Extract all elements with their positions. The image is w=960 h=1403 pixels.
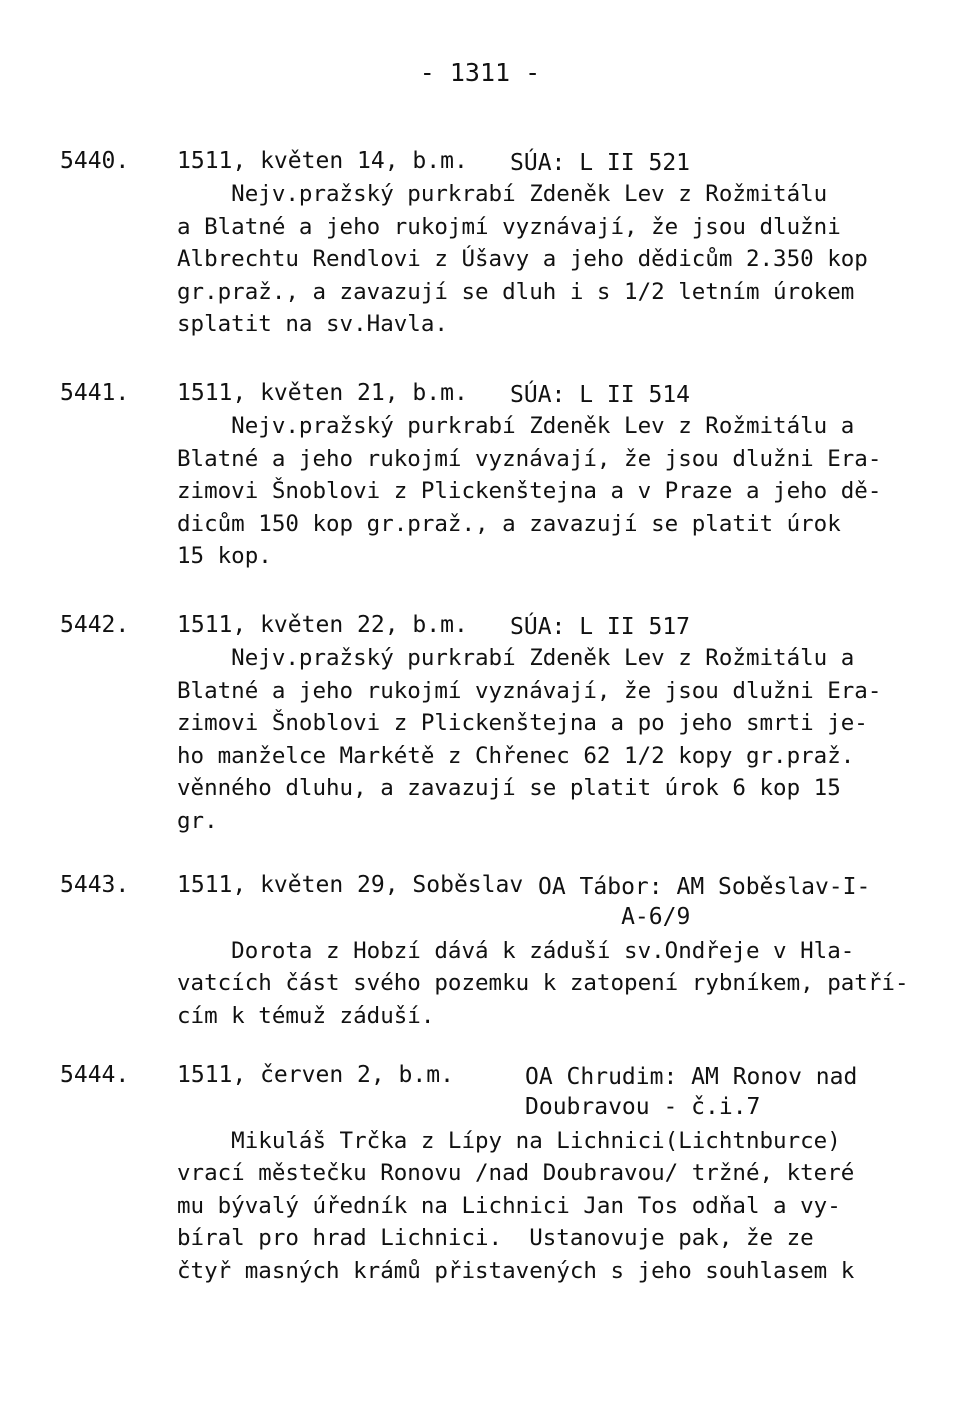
entry-number: 5444. <box>60 1062 130 1088</box>
entry-archive: SÚA: L II 514 <box>510 382 691 408</box>
entry-number: 5443. <box>60 872 130 898</box>
entry-archive: SÚA: L II 521 <box>510 150 691 176</box>
entry-date: 1511, květen 14, b.m. <box>177 148 468 174</box>
entry-archive: OA Tábor: AM Soběslav-I- A-6/9 <box>538 874 871 930</box>
entry-archive: SÚA: L II 517 <box>510 614 691 640</box>
entry-number: 5441. <box>60 380 130 406</box>
entry-body: Mikuláš Trčka z Lípy na Lichnici(Lichtnburce) vrací městečku Ronovu /nad Doubravou/ tržné, které mu bývalý úředník na Lichnici Jan Tos odňal a vy- bíral pro hrad Lichnici. Ustanovuje pak, že ze čtyř masných krámů přistavených s jeho souhlasem k <box>177 1127 855 1284</box>
page-number: - 1311 - <box>419 58 541 87</box>
entry-date: 1511, květen 21, b.m. <box>177 380 468 406</box>
entry-number: 5440. <box>60 148 130 174</box>
entry-body: Dorota z Hobzí dává k záduší sv.Ondřeje v Hla- vatcích část svého pozemku k zatopení rybníkem, patří- cím k témuž záduší. <box>177 937 909 1029</box>
entry-body: Nejv.pražský purkrabí Zdeněk Lev z Rožmitálu a Blatné a jeho rukojmí vyznávají, že jsou dlužni Era- zimovi Šnoblovi z Plickenštejna a po jeho smrti je- ho manželce Markétě z Chřenec 62 1/2 kopy gr.praž. věnného dluhu, a zavazují se platit úrok 6 kop 15 gr. <box>177 645 882 834</box>
entry-date: 1511, červen 2, b.m. <box>177 1062 454 1088</box>
entry-date: 1511, květen 22, b.m. <box>177 612 468 638</box>
entry-archive: OA Chrudim: AM Ronov nad Doubravou - č.i.7 <box>525 1064 858 1120</box>
entry-date: 1511, květen 29, Soběslav <box>177 872 524 898</box>
entry-body: Nejv.pražský purkrabí Zdeněk Lev z Rožmitálu a Blatné a jeho rukojmí vyznávají, že jsou dlužni Era- zimovi Šnoblovi z Plickenštejna a v Praze a jeho dě- dicům 150 kop gr.praž., a zavazují se platit úrok 15 kop. <box>177 413 882 569</box>
entry-body: Nejv.pražský purkrabí Zdeněk Lev z Rožmitálu a Blatné a jeho rukojmí vyznávají, že jsou dlužni Albrechtu Rendlovi z Úšavy a jeho dědicům 2.350 kop gr.praž., a zavazují se dluh i s 1/2 letním úrokem splatit na sv.Havla. <box>177 181 868 337</box>
entry-number: 5442. <box>60 612 130 638</box>
